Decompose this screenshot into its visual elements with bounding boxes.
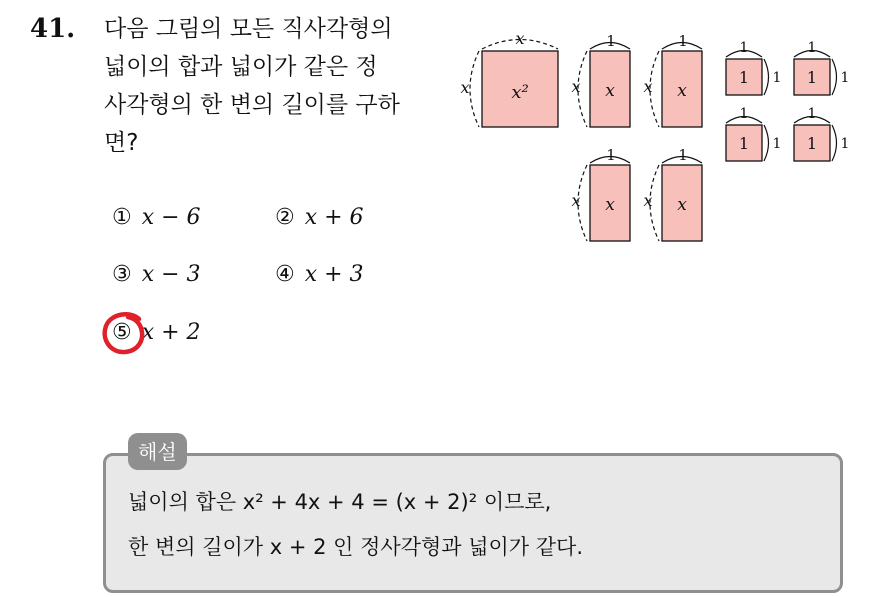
choice-4[interactable] [275, 262, 364, 287]
choice-mark: ③ [112, 262, 132, 287]
unit-side-label: 1 [739, 106, 749, 122]
solution-line-2: 한 변의 길이가 x + 2 인 정사각형과 넓이가 같다. [128, 535, 583, 559]
rect-width-label: 1 [606, 32, 616, 50]
area-model-figure [455, 28, 865, 258]
rect-area-label: x [677, 195, 687, 215]
unit-square-4 [794, 106, 849, 161]
rect-4 [643, 146, 702, 241]
rect-height-label: x [571, 191, 581, 210]
rect-width-label: 1 [678, 146, 688, 164]
solution-box [103, 453, 843, 593]
question-text [104, 10, 434, 162]
choice-expr: x + 2 [141, 320, 201, 345]
rect-area-label: x [605, 195, 615, 215]
choice-2[interactable] [275, 205, 364, 230]
question-line: 사각형의 한 변의 길이를 구하 [104, 92, 400, 118]
choice-mark: ④ [275, 262, 295, 287]
big-square [460, 29, 558, 127]
unit-square-2 [794, 40, 849, 95]
big-square-area-label: x² [511, 82, 529, 103]
choice-expr: x + 6 [304, 205, 364, 230]
choice-1[interactable] [112, 205, 201, 230]
unit-square-label: 1 [738, 68, 750, 87]
unit-side-label: 1 [807, 106, 817, 122]
question-line: 넓이의 합과 넓이가 같은 정 [104, 54, 378, 80]
unit-side-label: 1 [772, 70, 782, 86]
choice-mark: ② [275, 205, 295, 230]
big-square-side-label: x [460, 78, 470, 97]
unit-square-label: 1 [738, 134, 750, 153]
unit-square-label: 1 [806, 68, 818, 87]
unit-side-label: 1 [840, 70, 850, 86]
unit-square-3 [726, 106, 781, 161]
rect-2 [643, 32, 702, 127]
question-line: 면? [104, 130, 139, 156]
choice-mark: ⑤ [112, 320, 132, 345]
solution-line-1: 넓이의 합은 x² + 4x + 4 = (x + 2)² 이므로, [128, 490, 552, 514]
choice-expr: x − 3 [141, 262, 201, 287]
choice-expr: x + 3 [304, 262, 364, 287]
rect-height-label: x [571, 77, 581, 96]
solution-tag: 해설 [128, 433, 187, 470]
unit-square-1 [726, 40, 781, 95]
rect-3 [571, 146, 630, 241]
answer-circle-mark [101, 310, 149, 358]
rect-width-label: 1 [606, 146, 616, 164]
rect-1 [571, 32, 630, 127]
choice-3[interactable] [112, 262, 201, 287]
rect-height-label: x [643, 191, 653, 210]
unit-side-label: 1 [840, 136, 850, 152]
question-line: 다음 그림의 모든 직사각형의 [104, 16, 393, 42]
rect-height-label: x [643, 77, 653, 96]
rect-area-label: x [677, 81, 687, 101]
unit-side-label: 1 [739, 40, 749, 56]
unit-square-label: 1 [806, 134, 818, 153]
rect-area-label: x [605, 81, 615, 101]
choice-mark: ① [112, 205, 132, 230]
rect-width-label: 1 [678, 32, 688, 50]
unit-side-label: 1 [772, 136, 782, 152]
big-square-top-label: x [515, 29, 525, 48]
question-number: 41. [30, 14, 76, 44]
choice-expr: x − 6 [141, 205, 201, 230]
unit-side-label: 1 [807, 40, 817, 56]
